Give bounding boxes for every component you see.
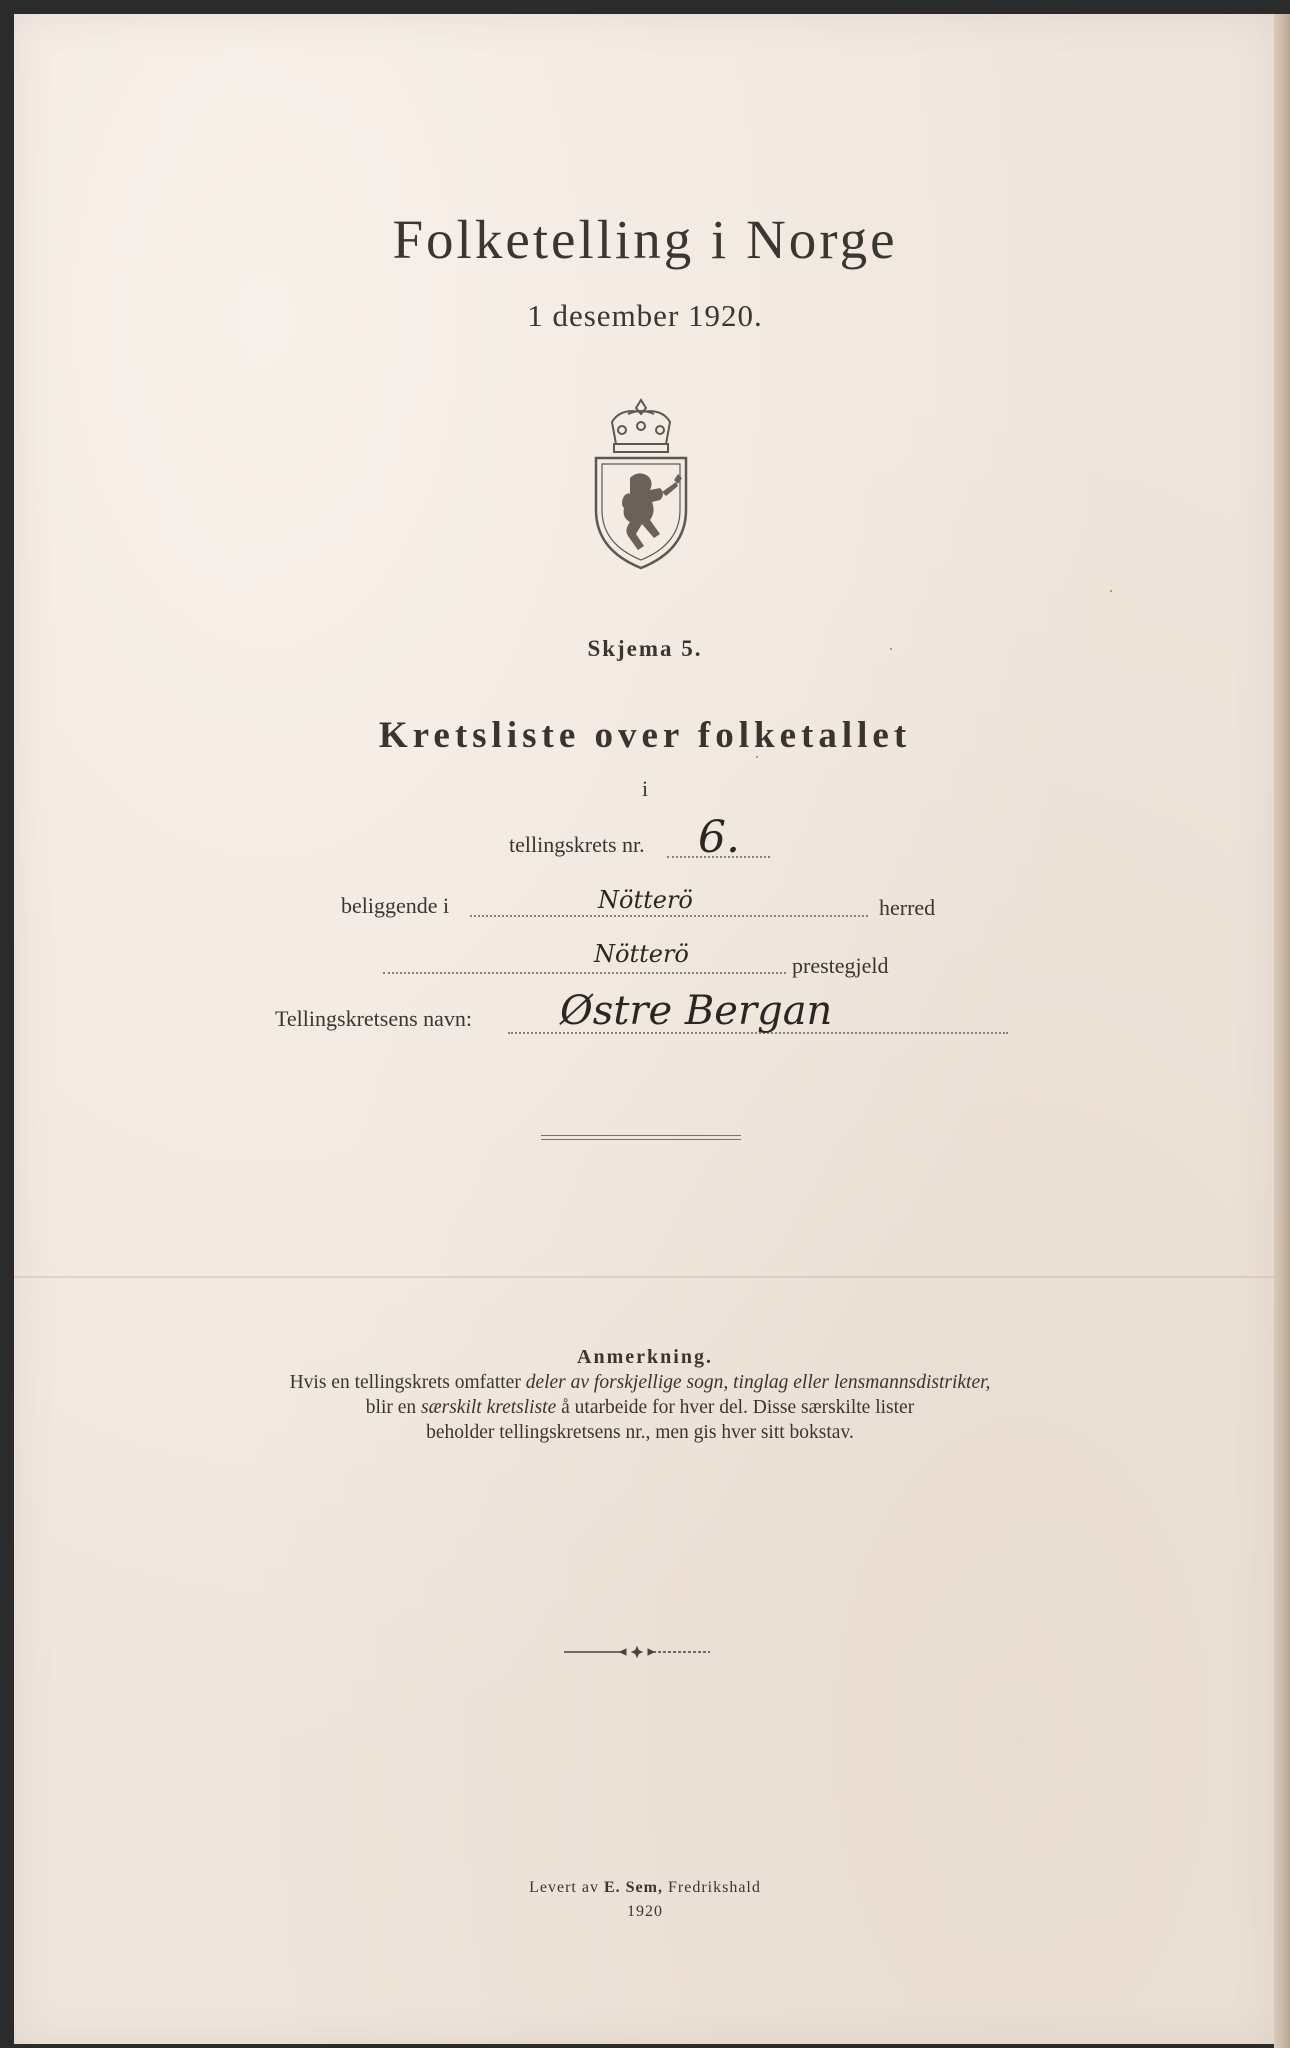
located-in-line	[470, 915, 868, 917]
remark-line	[190, 1395, 1090, 1420]
parish-label: prestegjeld	[792, 953, 889, 978]
parish-value: Nötterö	[594, 940, 689, 968]
printer-prefix: Levert av	[529, 1879, 604, 1896]
norwegian-coat-of-arms-icon	[590, 396, 692, 572]
district-name-value: Østre Bergan	[560, 988, 833, 1034]
district-name-label: Tellingskretsens navn:	[275, 1006, 473, 1031]
remark-text: blir en	[365, 1397, 422, 1418]
divider-line	[541, 1135, 741, 1136]
paper-speck	[1110, 590, 1112, 592]
remark-line: beholder tellingskretsens nr., men gis hver sitt bokstav.	[426, 1422, 854, 1443]
printer-line	[0, 1876, 1290, 1900]
district-number-label: tellingskrets nr.	[509, 832, 645, 857]
herred-label: herred	[879, 895, 936, 920]
printer-imprint	[0, 1876, 1290, 1924]
fold-line	[14, 1276, 1274, 1278]
remark-heading: Anmerkning.	[577, 1346, 713, 1368]
parish-line	[383, 972, 786, 974]
printer-name: E. Sem,	[603, 1879, 663, 1896]
located-in-label: beliggende i	[341, 893, 450, 918]
remark-emphasis: deler av forskjellige sogn, tinglag eller lensmannsdistrikter,	[525, 1372, 991, 1393]
census-date: 1 desember 1920.	[527, 298, 763, 333]
printer-city: Fredrikshald	[662, 1879, 761, 1896]
printer-year: 1920	[627, 1903, 663, 1920]
ornament-divider-icon	[562, 1646, 712, 1658]
form-title: Folketelling i Norge	[392, 209, 898, 270]
remark-text: Hvis en tellingskrets omfatter	[289, 1372, 526, 1393]
district-number-value: 6.	[698, 812, 740, 863]
remark-emphasis: særskilt kretsliste	[421, 1397, 557, 1418]
paper-speck	[890, 648, 892, 650]
schema-label: Skjema 5.	[587, 636, 703, 661]
connector-text: i	[641, 776, 649, 801]
divider-line	[541, 1139, 741, 1140]
form-heading: Kretsliste over folketallet	[378, 715, 912, 756]
located-in-value: Nötterö	[598, 886, 693, 914]
remark-line	[190, 1370, 1090, 1395]
paper-speck	[756, 756, 758, 758]
remark-text: å utarbeide for hver del. Disse særskilte lister	[556, 1397, 915, 1418]
